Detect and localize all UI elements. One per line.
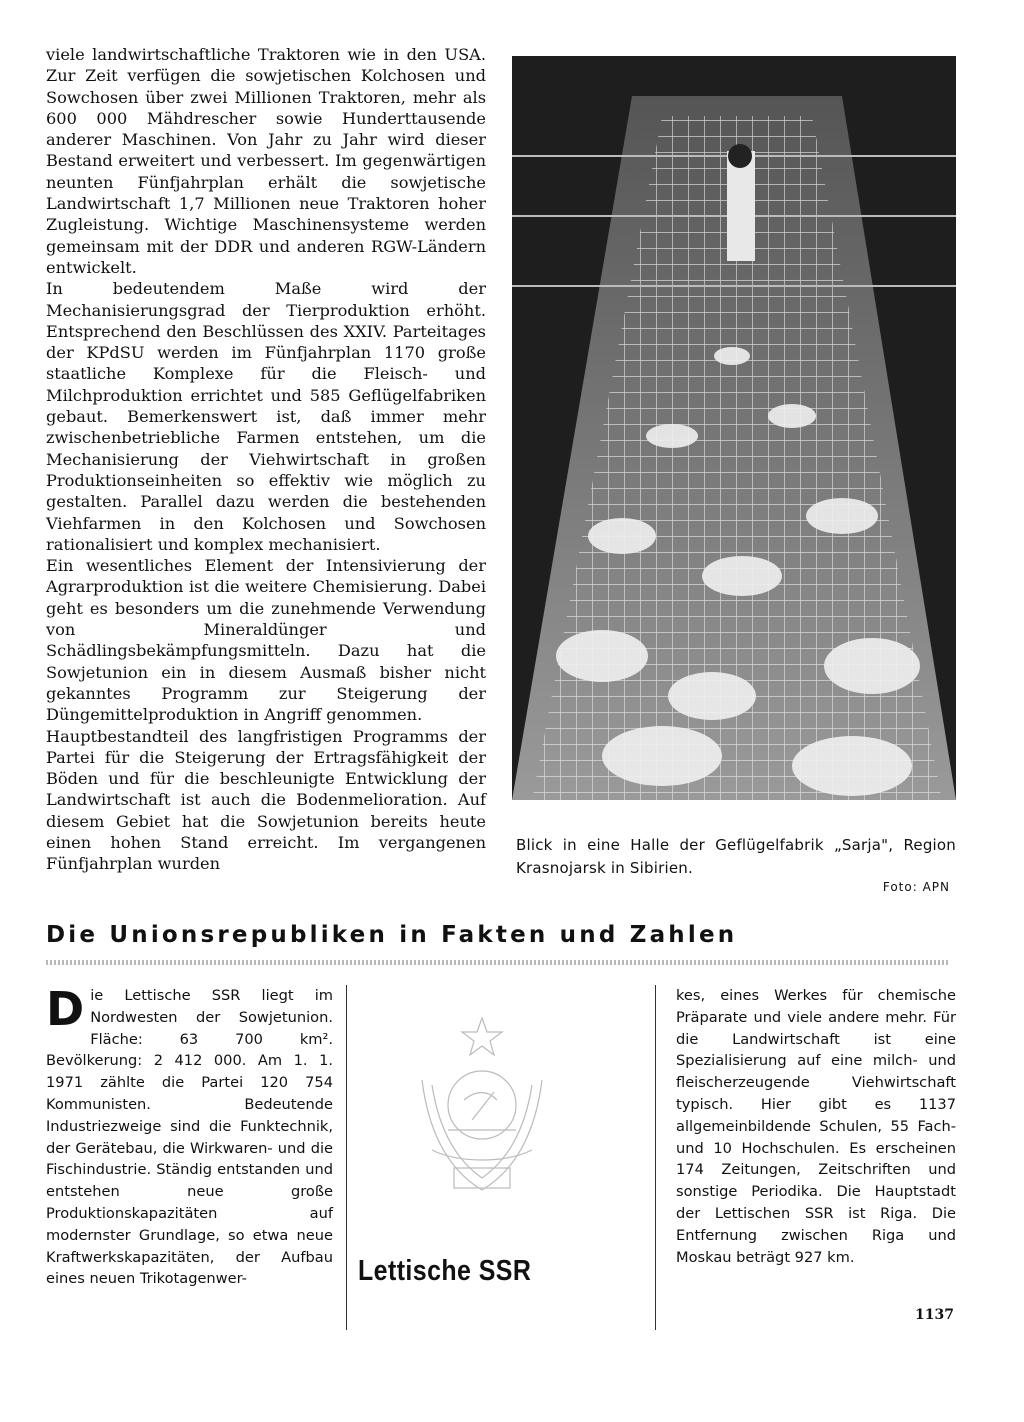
column-divider: [655, 985, 656, 1330]
latvian-ssr-emblem-icon: [402, 1010, 562, 1210]
article-paragraph: Hauptbestandteil des langfristigen Programms der Partei für die Steigerung der Ertragsfähigkeit der Böden und für die beschleunigte Entwicklung der Landwirtschaft ist auch die Bodenmelioration. Auf diesem Gebiet hat die Sowjetunion bereits heute einen hohen Stand erreicht. Im vergangenen Fünfjahrplan wurden: [46, 726, 486, 874]
photo-credit: Foto: APN: [882, 880, 950, 894]
article-paragraph: viele landwirtschaftliche Traktoren wie in den USA. Zur Zeit verfügen die sowjetischen Kolchosen und Sowchosen über zwei Millionen Traktoren, mehr als 600 000 Mähdrescher sowie Hunderttausende anderer Maschinen. Von Jahr zu Jahr wird dieser Bestand erweitert und verbessert. Im gegenwärtigen neunten Fünfjahrplan erhält die sowjetische Landwirtschaft 1,7 Millionen neue Traktoren hoher Zugleistung. Wichtige Maschinensysteme werden gemeinsam mit der DDR und anderen RGW-Ländern entwickelt.: [46, 45, 486, 277]
drop-cap: D: [46, 982, 85, 1036]
republic-text-column-1: [46, 982, 333, 1290]
republic-text-column-3: kes, eines Werkes für chemische Präparate und viele andere mehr. Für die Landwirtschaft ist eine Spezialisierung auf eine milch- und fleischerzeugende Viehwirtschaft typisch. Hier gibt es 1137 allgemeinbildende Schulen, 55 Fach- und 10 Hochschulen. Es erscheinen 174 Zeitungen, Zeitschriften und sonstige Periodika. Die Hauptstadt der Lettischen SSR ist Riga. Die Entfernung zwischen Riga und Moskau beträgt 927 km.: [676, 987, 956, 1266]
poultry-hall-illustration: [512, 56, 956, 800]
photo-caption: Blick in eine Halle der Geflügelfabrik „Sarja", Region Krasnojarsk in Sibirien.: [516, 836, 956, 877]
title-rule: [46, 960, 950, 965]
republic-name-heading: Lettische SSR: [358, 1255, 532, 1287]
poultry-hall-photo: [512, 56, 956, 800]
section-title: Die Unionsrepubliken in Fakten und Zahlen: [46, 922, 738, 948]
article-paragraph: Ein wesentliches Element der Intensivierung der Agrarproduktion ist die weitere Chemisierung. Dabei geht es besonders um die zunehmende Verwendung von Mineraldünger und Schädlingsbekämpfungsmitteln. Dazu hat die Sowjetunion ein in diesem Ausmaß bisher nicht gekanntes Programm zur Steigerung der Düngemittelproduktion in Angriff genommen.: [46, 556, 486, 725]
page-number: 1137: [915, 1307, 954, 1323]
article-text: [46, 44, 486, 875]
column-divider: [346, 985, 347, 1330]
article-paragraph: In bedeutendem Maße wird der Mechanisierungsgrad der Tierproduktion erhöht. Entsprechend den Beschlüssen des XXIV. Parteitages der KPdSU werden im Fünfjahrplan 1170 große staatliche Komplexe für die Fleisch- und Milchproduktion errichtet und 585 Geflügelfabriken gebaut. Bemerkenswert ist, daß immer mehr zwischenbetriebliche Farmen entstehen, um die Mechanisierung der Viehwirtschaft in großen Produktionseinheiten so effektiv wie möglich zu gestalten. Parallel dazu werden die bestehenden Viehfarmen in den Kolchosen und Sowchosen rationalisiert und komplex mechanisiert.: [46, 279, 486, 554]
column-1-text: ie Lettische SSR liegt im Nordwesten der Sowjetunion. Fläche: 63 700 km². Bevölkerung: 2 412 000. Am 1. 1. 1971 zählte die Partei 120 754 Kommunisten. Bedeutende Industriezweige sind die Funktechnik, der Gerätebau, die Wirkwaren- und die Fischindustrie. Ständig entstanden und entstehen neue große Produktionskapazitäten auf modernster Grundlage, so etwa neue Kraftwerkskapazitäten, der Aufbau eines neuen Trikotagenwer-: [46, 987, 333, 1288]
